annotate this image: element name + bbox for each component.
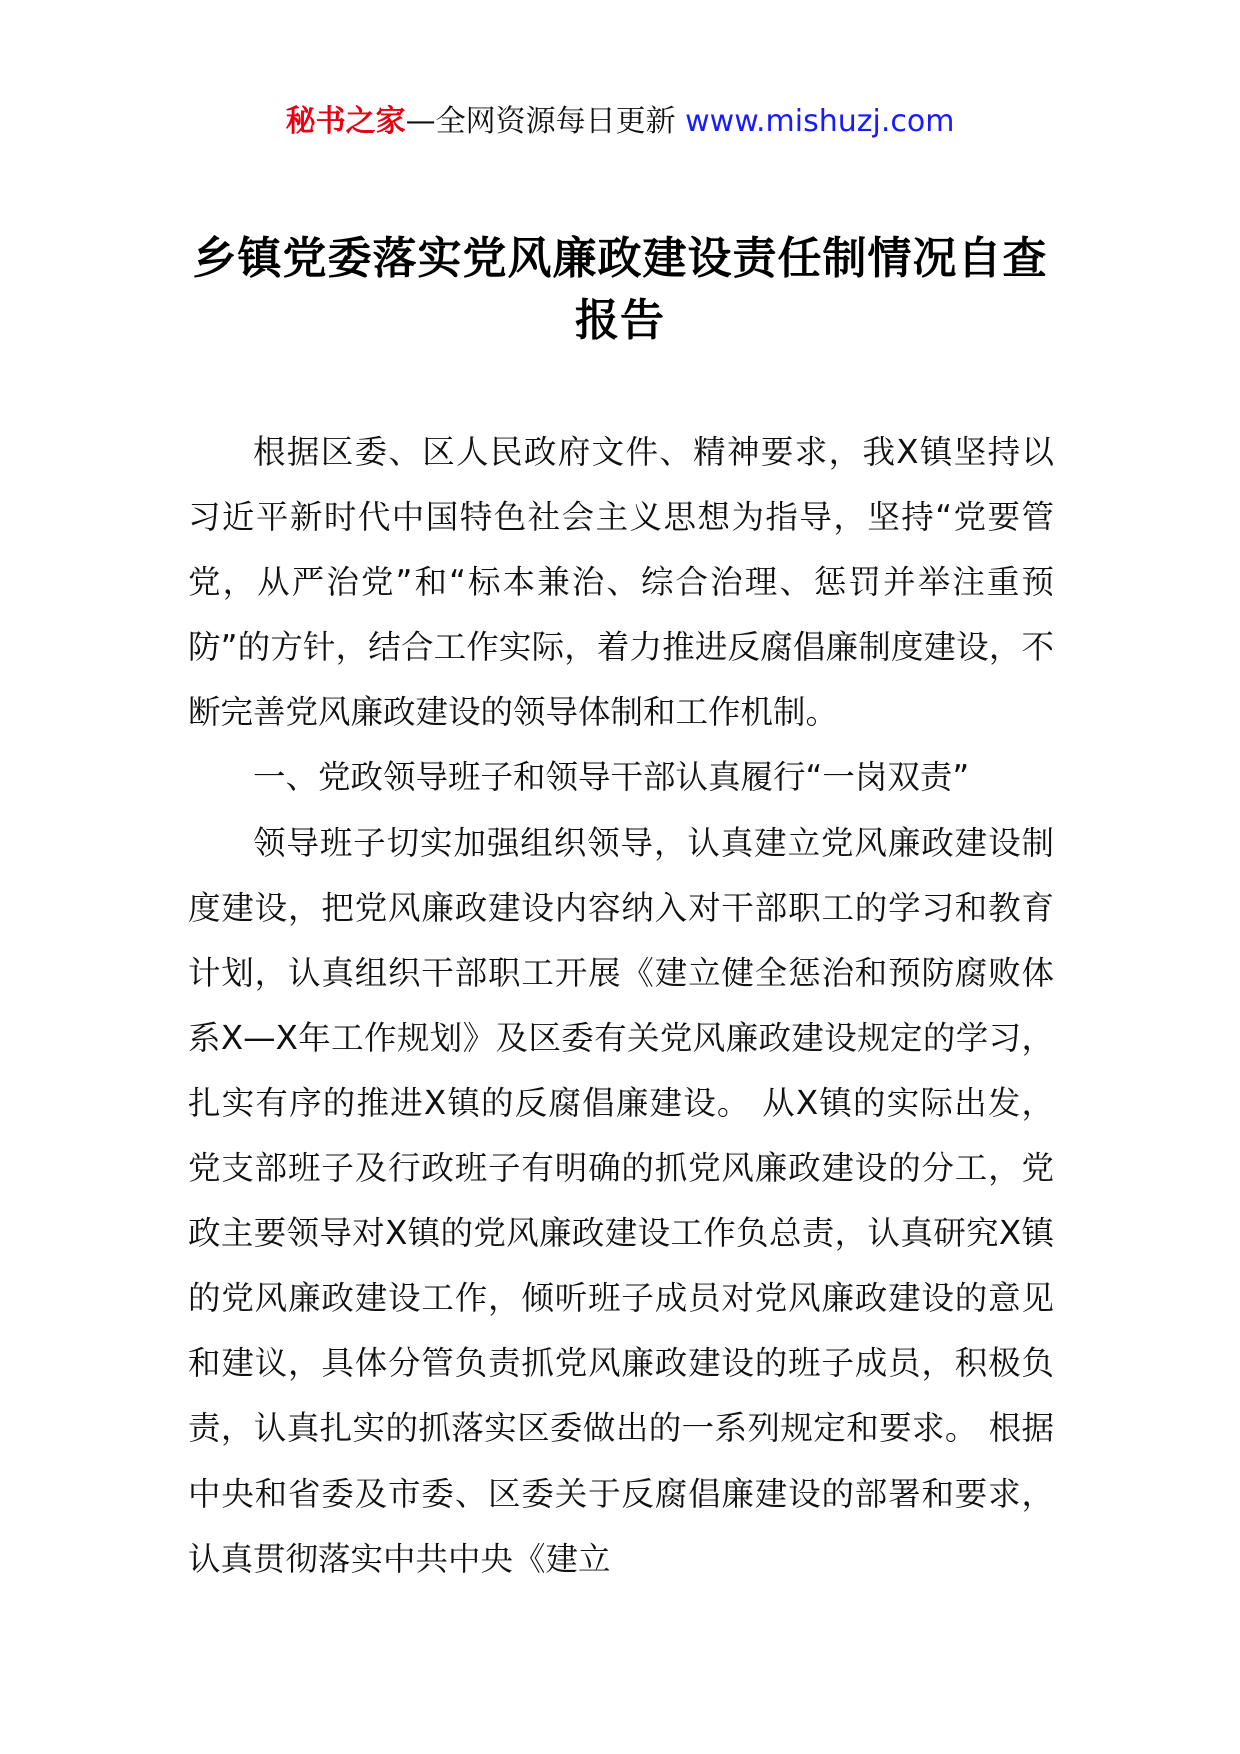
section-heading-1: 一、党政领导班子和领导干部认真履行“一岗双责”	[253, 758, 970, 797]
site-url-link[interactable]: www.mishuzj.com	[685, 104, 955, 139]
paragraph-section-1: 领导班子切实加强组织领导，认真建立党风廉政建设制度建设，把党风廉政建设内容纳入对干部职工的学习和教育计划，认真组织干部职工开展《建立健全惩治和预防腐败体系X—X年工作规划》及区委有关党风廉政建设规定的学习，扎实有序的推进X镇的反腐倡廉建设。 从X镇的实际出发，党支部班子及行政班子有明确的抓党风廉政建设的分工，党政主要领导对X镇的党风廉政建设工作负总责，认真研究X镇的党风廉政建设工作，倾听班子成员对党风廉政建设的意见和建议，具体分管负责抓党风廉政建设的班子成员，积极负责，认真扎实的抓落实区委做出的一系列规定和要求。 根据中央和省委及市委、区委关于反腐倡廉建设的部署和要求，认真贯彻落实中共中央《建立	[188, 823, 1054, 1578]
document-title: 乡镇党委落实党风廉政建设责任制情况自查报告	[192, 233, 1048, 346]
header-slogan: —全网资源每日更新	[405, 104, 686, 139]
paragraph-intro: 根据区委、区人民政府文件、精神要求，我X镇坚持以习近平新时代中国特色社会主义思想为指导，坚持“党要管党，从严治党”和“标本兼治、综合治理、惩罚并举注重预防”的方针，结合工作实际，着力推进反腐倡廉制度建设，不断完善党风廉政建设的领导体制和工作机制。	[188, 433, 1054, 732]
site-header	[0, 100, 1240, 144]
document-body	[188, 420, 1054, 1592]
brand-name: 秘书之家	[285, 104, 406, 139]
